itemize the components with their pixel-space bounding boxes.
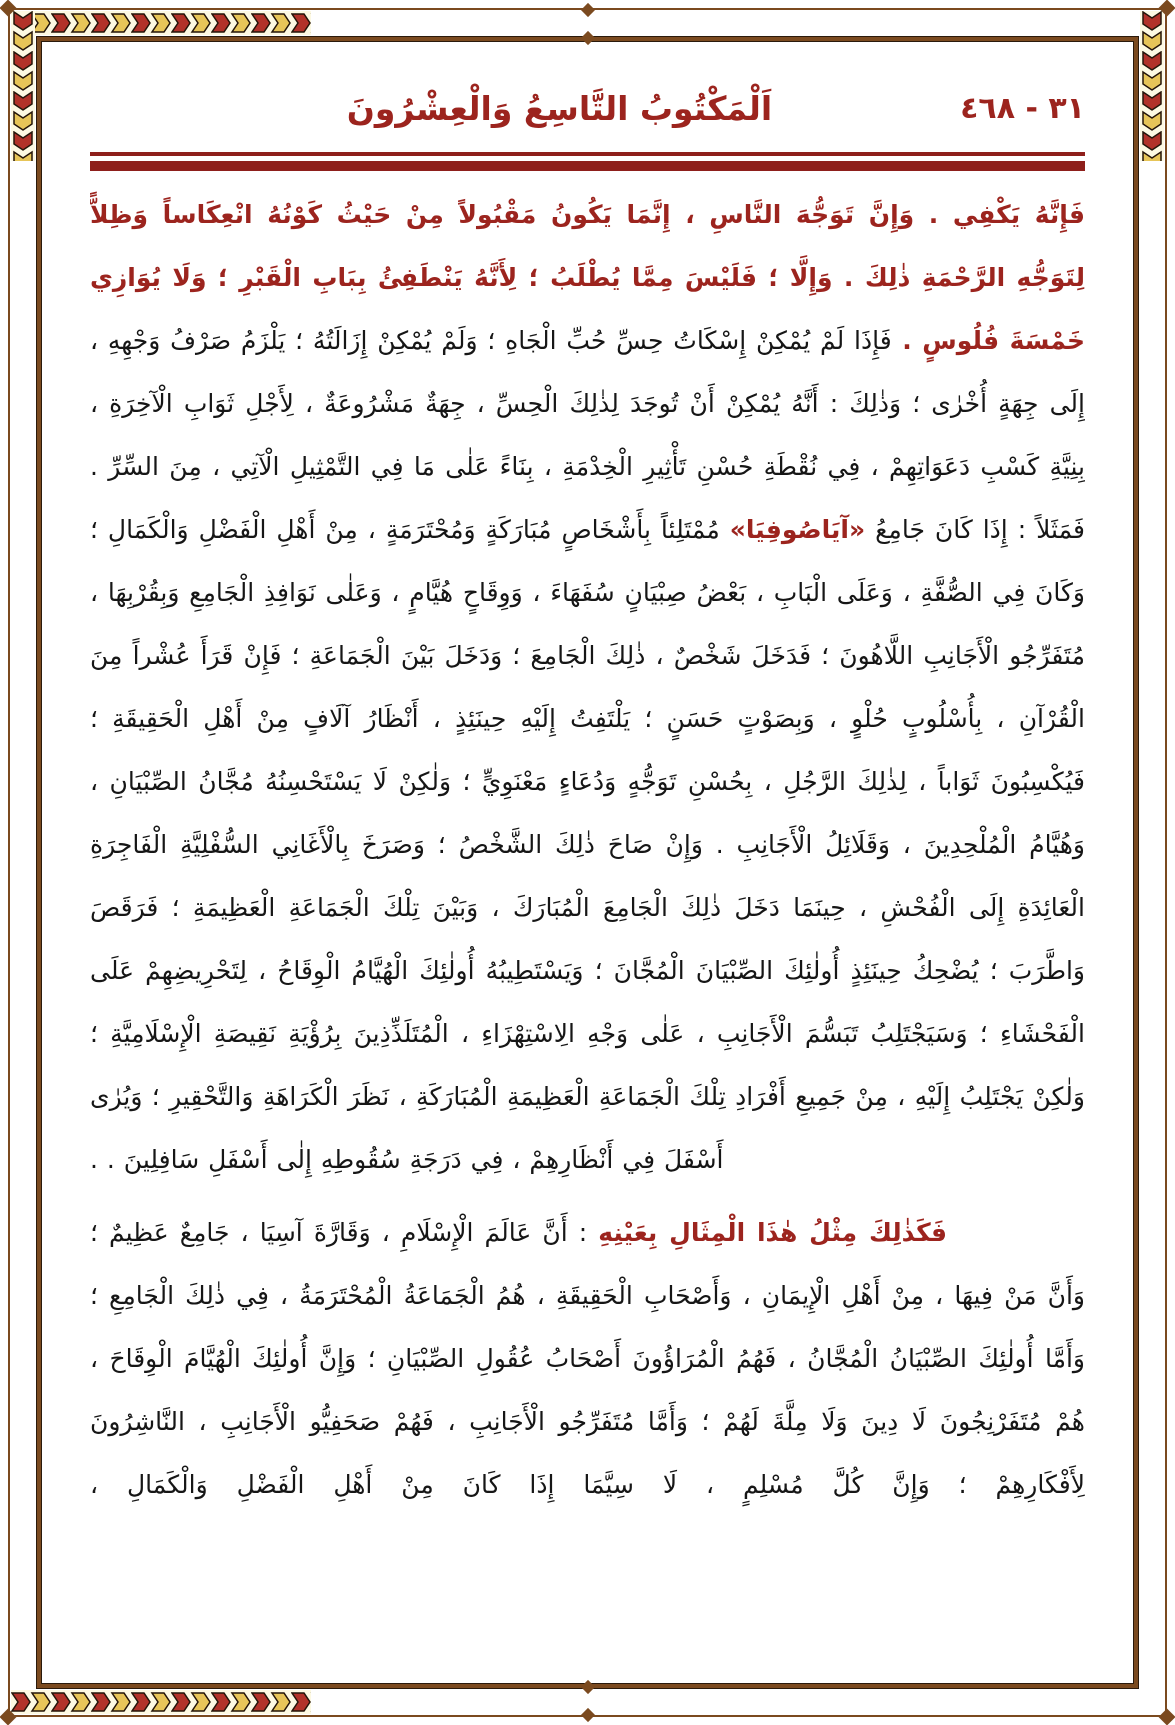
page-number: ٣١ - ٤٦٨ bbox=[960, 91, 1085, 126]
frame-band-left bbox=[11, 11, 35, 161]
frame-band-right bbox=[1140, 11, 1164, 161]
body-text bbox=[90, 183, 1085, 1516]
body-paragraph-1 bbox=[90, 183, 1085, 1191]
paragraph-2-red-lead: فَكَذٰلِكَ مِثْلُ هٰذَا الْمِثَالِ بِعَيْنِهِ bbox=[598, 1218, 947, 1247]
page-header bbox=[90, 68, 1085, 150]
divider-thick-rule bbox=[90, 161, 1085, 171]
red-opening-text: فَإِنَّهُ يَكْفِي . وَإِنَّ تَوَجُّهَ النَّاسِ ، إِنَّمَا يَكُونُ مَقْبُولاً مِنْ حَيْثُ كَوْنُهُ انْعِكَاساً وَظِلاًّ لِتَوَجُّهِ الرَّحْمَةِ ذٰلِكَ . وَإِلَّا ؛ فَلَيْسَ مِمَّا يُطْلَبُ ؛ لِأَنَّهُ يَنْطَفِئُ بِبَابِ الْقَبْرِ ؛ وَلَا يُوَازِي خَمْسَةَ فُلُوسٍ . bbox=[90, 200, 1085, 355]
page-title: اَلْمَكْتُوبُ التَّاسِعُ وَالْعِشْرُونَ bbox=[346, 89, 773, 128]
paragraph-1-text-before-name: فَإِذَا لَمْ يُمْكِنْ إِسْكَاتُ حِسِّ حُبِّ الْجَاهِ ؛ وَلَمْ يُمْكِنْ إِزَالَتُهُ ؛ يَلْزَمُ صَرْفُ وَجْهِهِ ، إِلَى جِهَةٍ أُخْرٰى ؛ وَذٰلِكَ : أَنَّهُ يُمْكِنْ أَنْ تُوجَدَ لِذٰلِكَ الْحِسِّ ، جِهَةٌ مَشْرُوعَةٌ ، لِأَجْلِ ثَوَابِ الْآخِرَةِ ، بِنِيَّةِ كَسْبِ دَعَوَاتِهِمْ ، فِي نُقْطَةِ حُسْنِ تَأْثِيرِ الْخِدْمَةِ ، بِنَاءً عَلٰى مَا فِي التَّمْثِيلِ الْآتِي ، مِنَ السِّرِّ . فَمَثَلاً : إِذَا كَانَ جَامِعُ bbox=[90, 326, 1085, 544]
body-paragraph-2 bbox=[90, 1201, 1085, 1516]
ayasofya-name: «آيَاصُوفِيَا» bbox=[729, 515, 866, 544]
page-content bbox=[90, 68, 1085, 1669]
paragraph-2-text: : أَنَّ عَالَمَ الْإِسْلَامِ ، وَقَارَّةَ آسِيَا ، جَامِعٌ عَظِيمٌ ؛ وَأَنَّ مَنْ فِيهَا ، مِنْ أَهْلِ الْإِيمَانِ ، وَأَصْحَابِ الْحَقِيقَةِ ، هُمُ الْجَمَاعَةُ الْمُحْتَرَمَةُ ، فِي ذٰلِكَ الْجَامِعِ ؛ وَأَمَّا أُولٰئِكَ الصِّبْيَانُ الْمُجَّانُ ، فَهُمُ الْمُرَاؤُونَ أَصْحَابُ عُقُولِ الصِّبْيَانِ ؛ وَإِنَّ أُولٰئِكَ الْهُيَّامَ الْوِقَاحَ ، هُمْ مُتَفَرْنِجُونَ لَا دِينَ وَلَا مِلَّةَ لَهُمْ ؛ وَأَمَّا مُتَفَرِّجُو الْأَجَانِبِ ، فَهُمْ صَحَفِيُّو الْأَجَانِبِ ، النَّاشِرُونَ لِأَفْكَارِهِمْ ؛ وَإِنَّ كُلَّ مُسْلِمٍ ، لَا سِيَّمَا إِذَا كَانَ مِنْ أَهْلِ الْفَضْلِ وَالْكَمَالِ ، bbox=[90, 1218, 1085, 1499]
frame-band-bottom bbox=[11, 1690, 311, 1714]
paragraph-1-text-after-name: مُمْتَلِئاً بِأَشْخَاصٍ مُبَارَكَةٍ وَمُحْتَرَمَةٍ ، مِنْ أَهْلِ الْفَضْلِ وَالْكَمَالِ ؛ وَكَانَ فِي الصُّفَّةِ ، وَعَلَى الْبَابِ ، بَعْضُ صِبْيَانٍ سُفَهَاءَ ، وَوِقَاحٍ هُيَّامٍ ، وَعَلٰى نَوَافِذِ الْجَامِعِ وَبِقُرْبِهَا ، مُتَفَرِّجُو الْأَجَانِبِ اللَّاهُونَ ؛ فَدَخَلَ شَخْصٌ ، ذٰلِكَ الْجَامِعَ ؛ وَدَخَلَ بَيْنَ الْجَمَاعَةِ ؛ فَإِنْ قَرَأَ عُشْراً مِنَ الْقُرْآنِ ، بِأُسْلُوبٍ حُلْوٍ ، وَبِصَوْتٍ حَسَنٍ ؛ يَلْتَفِتُ إِلَيْهِ حِينَئِذٍ ، أَنْظَارُ آلَافٍ مِنْ أَهْلِ الْحَقِيقَةِ ؛ فَيُكْسِبُونَ ثَوَاباً ، لِذٰلِكَ الرَّجُلِ ، بِحُسْنِ تَوَجُّهٍ وَدُعَاءٍ مَعْنَوِيٍّ ؛ وَلٰكِنْ لَا يَسْتَحْسِنُهُ مُجَّانُ الصِّبْيَانِ ، وَهُيَّامُ الْمُلْحِدِينَ ، وَقَلَائِلُ الْأَجَانِبِ . وَإِنْ صَاحَ ذٰلِكَ الشَّخْصُ ؛ وَصَرَخَ بِالْأَغَانِي السُّفْلِيَّةِ الْفَاجِرَةِ الْعَائِدَةِ إِلَى الْفُحْشِ ، حِينَمَا دَخَلَ ذٰلِكَ الْجَامِعَ الْمُبَارَكَ ، وَبَيْنَ تِلْكَ الْجَمَاعَةِ الْعَظِيمَةِ ؛ فَرَقَصَ وَاطَّرَبَ ؛ يُضْحِكُ حِينَئِذٍ أُولٰئِكَ الصِّبْيَانَ الْمُجَّانَ ؛ وَيَسْتَطِيبُهُ أُولٰئِكَ الْهُيَّامُ الْوِقَاحُ ، لِتَحْرِيضِهِمْ عَلَى الْفَحْشَاءِ ؛ وَسَيَجْتَلِبُ تَبَسُّمَ الْأَجَانِبِ ، عَلٰى وَجْهِ الِاسْتِهْزَاءِ ، الْمُتَلَذِّذِينَ بِرُؤْيَةِ نَقِيصَةِ الْإِسْلَامِيَّةِ ؛ وَلٰكِنْ يَجْتَلِبُ إِلَيْهِ ، مِنْ جَمِيعِ أَفْرَادِ تِلْكَ الْجَمَاعَةِ الْعَظِيمَةِ الْمُبَارَكَةِ ، نَظَرَ الْكَرَاهَةِ وَالتَّحْقِيرِ ؛ وَيُرٰى أَسْفَلَ فِي أَنْظَارِهِمْ ، فِي دَرَجَةِ سُقُوطِهِ إِلٰى أَسْفَلِ سَافِلِينَ . . bbox=[90, 515, 1085, 1174]
frame-band-top bbox=[11, 11, 311, 35]
header-divider bbox=[90, 152, 1085, 171]
